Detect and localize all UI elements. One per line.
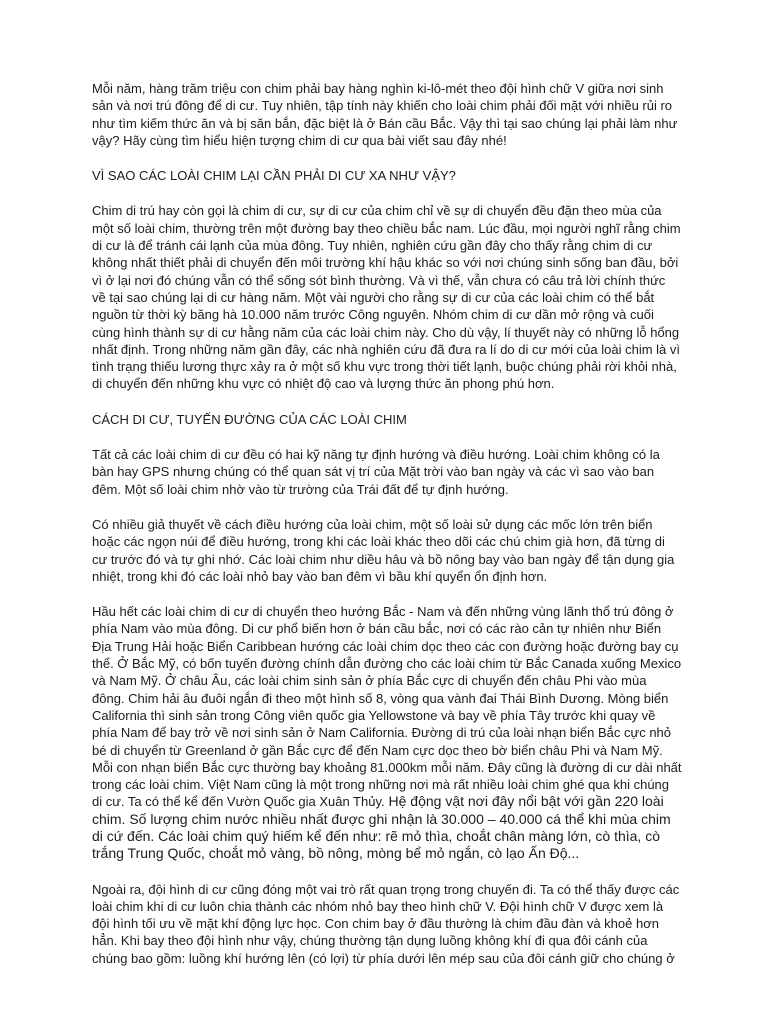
paragraph-reasons: Chim di trú hay còn gọi là chim di cư, sự di cư của chim chỉ về sự di chuyển đều đặn theo mùa của một số loài chim, thường trên một đường bay theo chiều bắc nam. Lúc đầu, mọi người nghĩ rằng chim di cư là để tránh cái lạnh của mùa đông. Tuy nhiên, nghiên cứu gần đây cho thấy rằng chim di cư không nhất thiết phải di chuyển đến môi trường khí hậu khác so với nơi chúng sinh sống ban đầu, bởi vì ở lại nơi đó chúng vẫn có thể sống sót bình thường. Và vì thế, vẫn chưa có câu trả lời chính thức về tại sao chúng lại di cư hàng năm. Một vài người cho rằng sự di cư của các loài chim có thể bắt nguồn từ thời kỳ băng hà 10.000 năm trước Công nguyên. Nhóm chim di cư dần mở rộng và cuối cùng hình thành sự di cư hằng năm của các loài chim này. Cho dù vậy, lí thuyết này có những lỗ hổng nhất định. Trong những năm gần đây, các nhà nghiên cứu đã đưa ra lí do di cư mới của loài chim là vì tình trạng thiếu lương thực xảy ra ở một số khu vực trong thời tiết lạnh, buộc chúng phải rời khỏi nhà, di chuyển đến những khu vực có nhiệt độ cao và lượng thức ăn phong phú hơn. — [92, 203, 681, 392]
paragraph-navigation-skills: Tất cả các loài chim di cư đều có hai kỹ năng tự định hướng và điều hướng. Loài chim không có la bàn hay GPS nhưng chúng có thể quan sát vị trí của Mặt trời vào ban ngày và các vì sao vào ban đêm. Một số loài chim nhờ vào từ trường của Trái đất để tự định hướng. — [92, 447, 660, 497]
xuan-thuy-text: Hệ động vật nơi đây nổi bật với gần 220 loài chim. Số lượng chim nước nhiều nhất được ghi nhận là 30.000 – 40.000 cá thể khi mùa chim di cứ đến. Các loài chim quý hiếm kể đến như: rẽ mỏ thìa, choắt chân màng lớn, cò thìa, cò trắng Trung Quốc, choắt mỏ vàng, bồ nông, mòng bể mỏ ngắn, cò lạo Ấn Độ... — [92, 793, 671, 862]
routes-text: Hầu hết các loài chim di cư di chuyển theo hướng Bắc - Nam và đến những vùng lãnh thổ trú đông ở phía Nam vào mùa đông. Di cư phổ biến hơn ở bán cầu bắc, nơi có các rào cản tự nhiên như Biển Địa Trung Hải hoặc Biển Caribbean hướng các loài chim dọc theo các con đường hoặc đường bay cụ thể. Ở Bắc Mỹ, có bốn tuyến đường chính dẫn đường cho các loài chim từ Bắc Canada xuống Mexico và Nam Mỹ. Ở châu Âu, các loài chim sinh sản ở phía Bắc cực di chuyển đến châu Phi vào mùa đông. Chim hải âu đuôi ngắn đi theo một hình số 8, vòng qua vành đai Thái Bình Dương. Mòng biển California thì sinh sản trong Công viên quốc gia Yellowstone và bay về phía Tây trước khi quay về phía Nam để bay trở về nơi sinh sản ở Nam California. Đường di trú của loài nhạn biển Bắc cực nhỏ bé di chuyển từ Greenland ở gần Bắc cực để đến Nam cực dọc theo bờ biển châu Phi và Nam Mỹ. Mỗi con nhạn biển Bắc cực thường bay khoảng 81.000km mỗi năm. Đây cũng là đường di cư dài nhất trong các loài chim. Việt Nam cũng là một trong những nơi mà rất nhiều loài chim ghé qua khi chúng di cư. Ta có thể kể đến Vườn Quốc gia Xuân Thủy. — [92, 604, 682, 810]
document-page — [92, 80, 682, 985]
paragraph-migration-routes — [92, 603, 682, 862]
intro-paragraph: Mỗi năm, hàng trăm triệu con chim phải bay hàng nghìn ki-lô-mét theo đội hình chữ V giữa nơi sinh sản và nơi trú đông để di cư. Tuy nhiên, tập tính này khiến cho loài chim phải đối mặt với nhiều rủi ro như tìm kiếm thức ăn và bị săn bắn, đặc biệt là ở Bán cầu Bắc. Vậy thì tại sao chúng lại phải làm như vậy? Hãy cùng tìm hiểu hiện tượng chim di cư qua bài viết sau đây nhé! — [92, 81, 678, 148]
section-heading-routes: CÁCH DI CƯ, TUYẾN ĐƯỜNG CỦA CÁC LOÀI CHIM — [92, 411, 407, 427]
paragraph-navigation-hypotheses: Có nhiều giả thuyết về cách điều hướng của loài chim, một số loài sử dụng các mốc lớn trên biển hoặc các ngọn núi để điều hướng, trong khi các loài khác theo dõi các chú chim già hơn, đã từng di cư trước đó và tự ghi nhớ. Các loài chim như diều hâu và bồ nông bay vào ban ngày để tận dụng gia nhiệt, trong khi đó các loài nhỏ bay vào ban đêm vì bầu khí quyển ổn định hơn. — [92, 516, 675, 584]
section-heading-why-migrate: VÌ SAO CÁC LOÀI CHIM LẠI CẦN PHẢI DI CƯ XA NHƯ VẬY? — [92, 168, 456, 184]
paragraph-v-formation: Ngoài ra, đội hình di cư cũng đóng một vai trò rất quan trọng trong chuyến đi. Ta có thể thấy được các loài chim khi di cư luôn chia thành các nhóm nhỏ bay theo hình chữ V. Đội hình chữ V được xem là đội hình tối ưu về mặt khí động lực học. Con chim bay ở đầu thường là chim đầu đàn và khoẻ hơn hẳn. Khi bay theo đội hình như vậy, chúng thường tận dụng luồng không khí đi qua đôi cánh của chúng bao gồm: luồng khí hướng lên (có lợi) từ phía dưới lên mép sau của đôi cánh giữ cho chúng ở — [92, 881, 680, 966]
